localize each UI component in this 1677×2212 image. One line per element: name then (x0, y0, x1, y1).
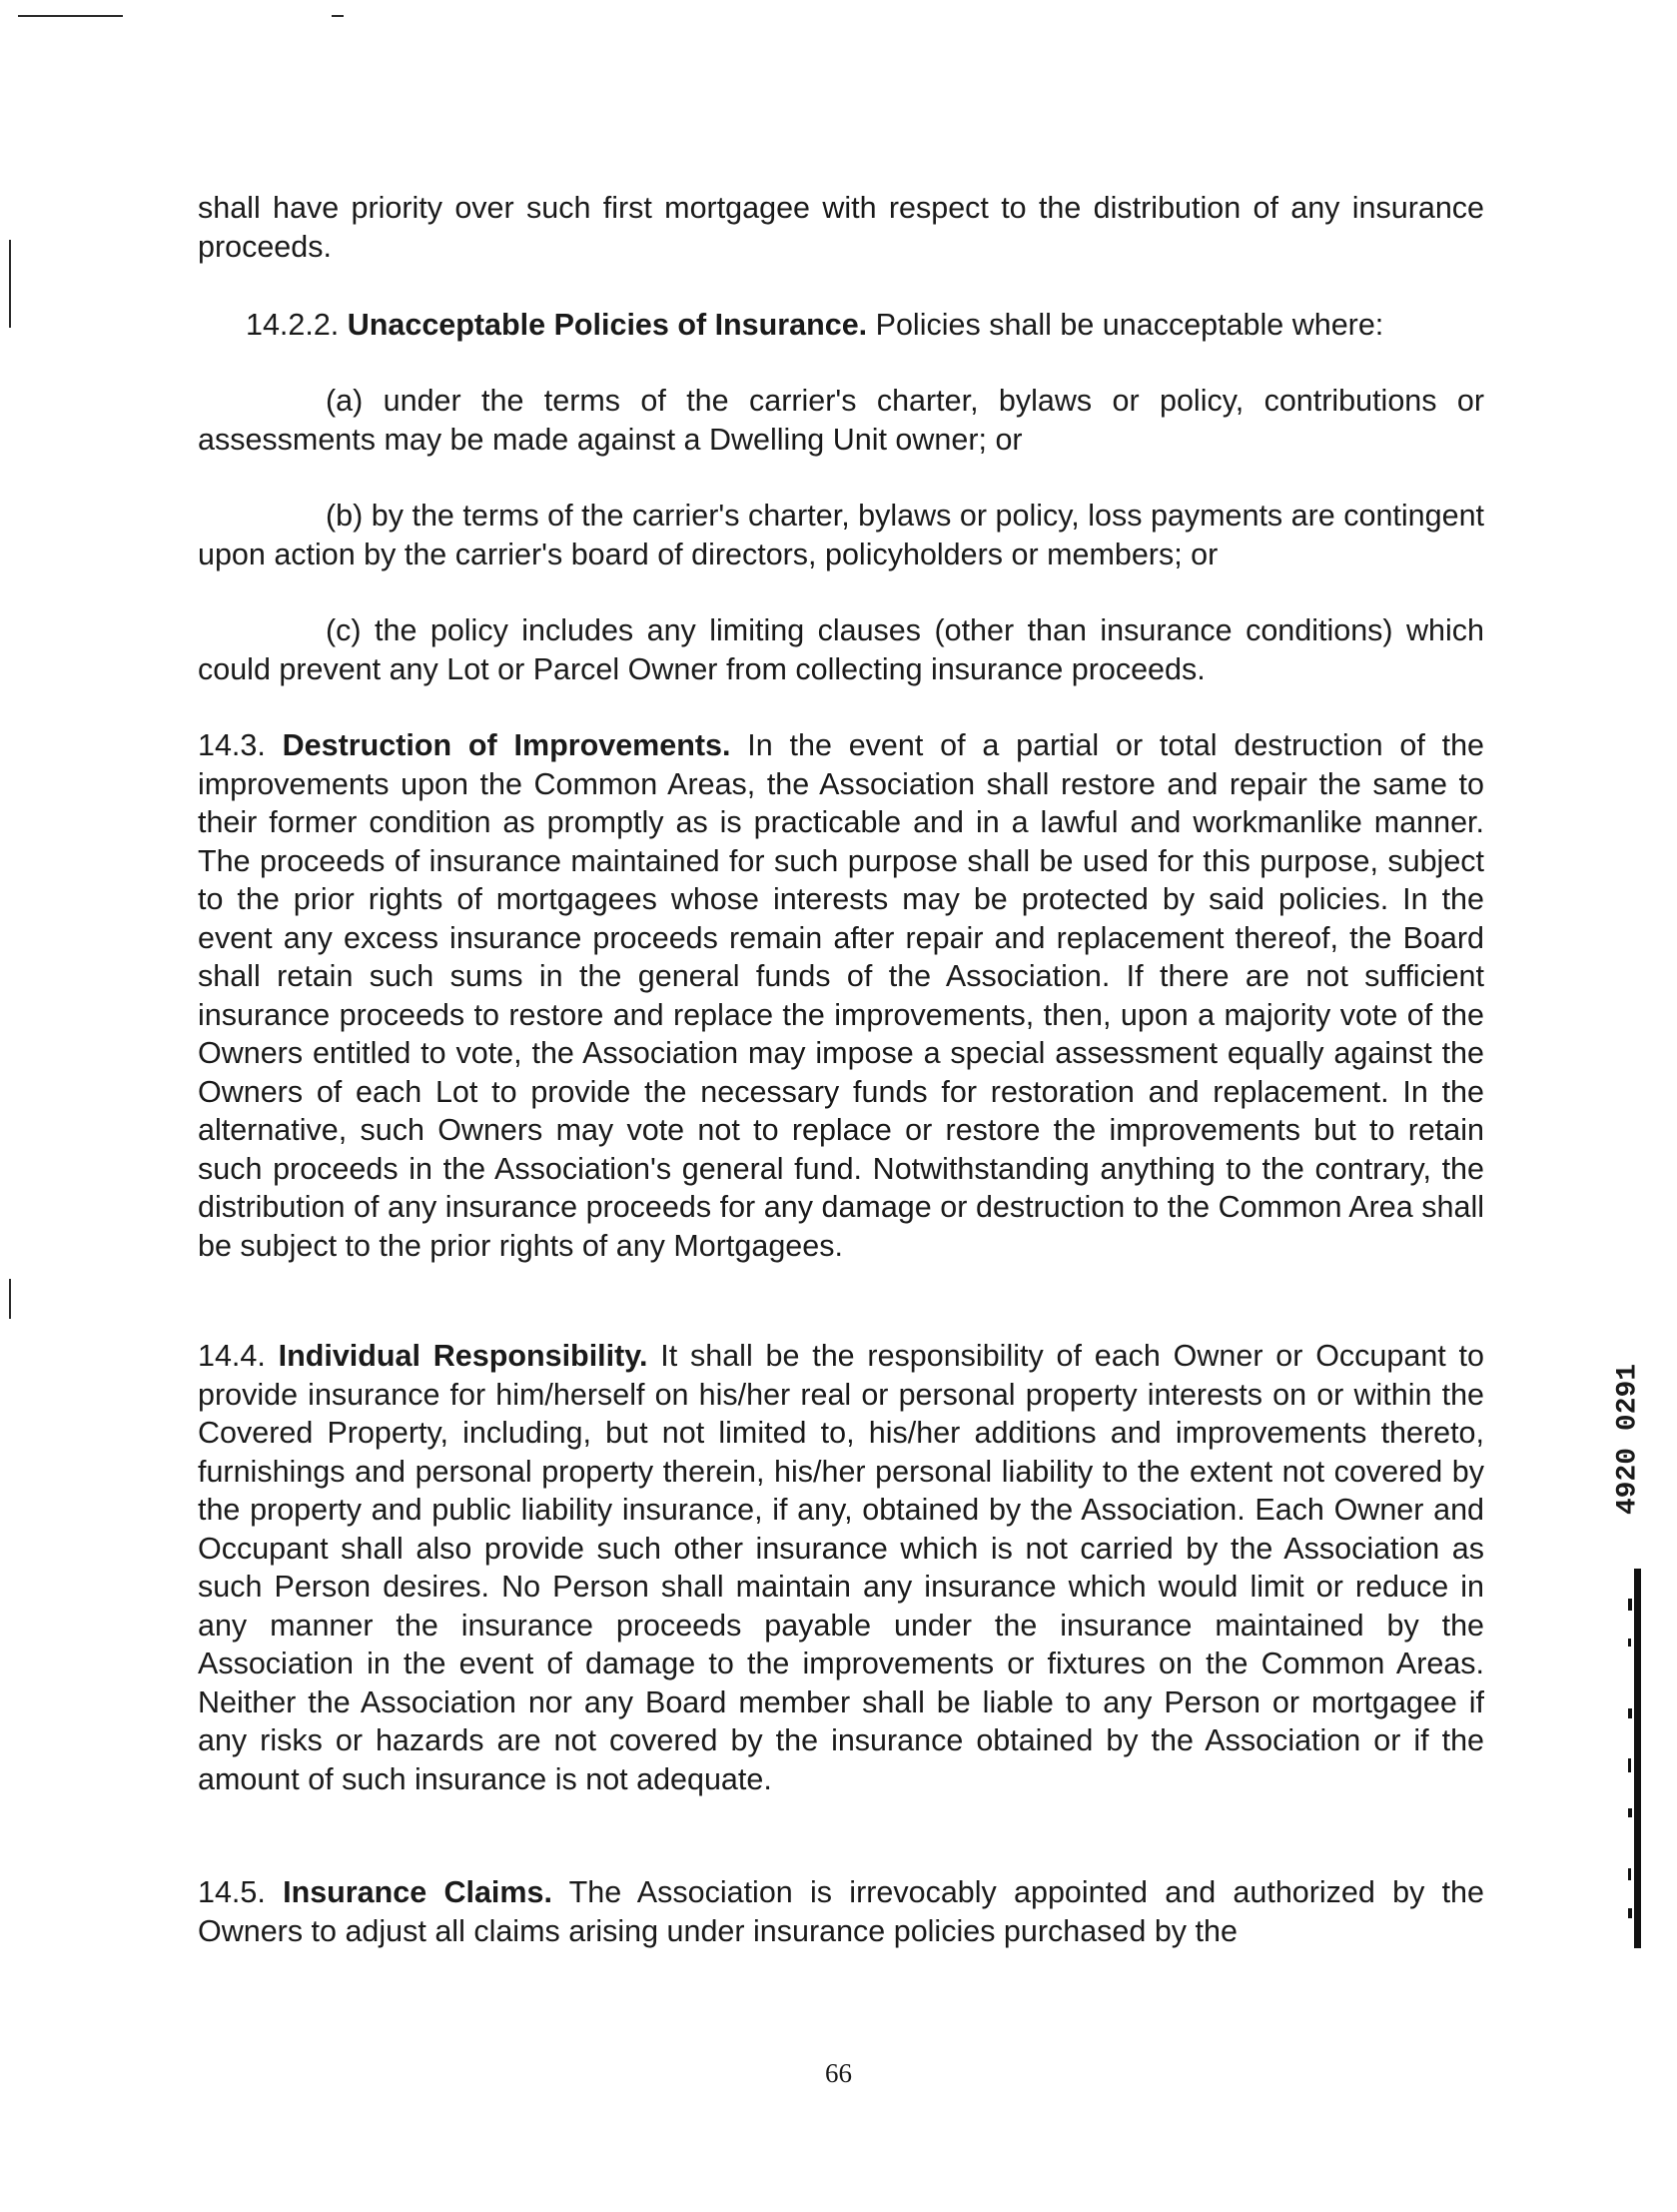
scan-artifact-left-line-2 (9, 1279, 11, 1319)
clause-a: (a) under the terms of the carrier's charter, bylaws or policy, contributions or assessments may be made against a Dwelling Unit owner; or (198, 384, 1484, 457)
opening-paragraph: shall have priority over such first mortgagee with respect to the distribution of any insurance proceeds. (198, 191, 1484, 264)
barcode (1626, 1569, 1648, 1948)
section-14-2-2 (198, 306, 1484, 345)
section-number: 14.4. (198, 1339, 266, 1373)
section-text: Policies shall be unacceptable where: (867, 308, 1384, 342)
section-text: It shall be the responsibility of each Owner or Occupant to provide insurance for him/herself on his/her real or personal property interests on or within the Covered Property, including, but not limited to, his/her additions and improvements thereto, furnishings and personal property therein, his/her personal liability to the extent not covered by the property and public liability insurance, if any, obtained by the Association. Each Owner and Occupant shall also provide such other insurance which is not carried by the Association as such Person desires. No Person shall maintain any insurance which would limit or reduce in any manner the insurance proceeds payable under the insurance maintained by the Association in the event of damage to the improvements or fixtures on the Common Areas. Neither the Association nor any Board member shall be liable to any Person or mortgagee if any risks or hazards are not covered by the insurance obtained by the Association or if the amount of such insurance is not adequate. (198, 1339, 1484, 1796)
section-14-3 (198, 726, 1484, 1265)
section-heading: Individual Responsibility. (278, 1339, 648, 1373)
section-14-4 (198, 1337, 1484, 1798)
recording-number (1598, 1294, 1658, 1594)
section-heading: Insurance Claims. (283, 1875, 552, 1909)
section-14-5 (198, 1873, 1484, 1950)
section-heading: Unacceptable Policies of Insurance. (347, 308, 868, 342)
clause-b: (b) by the terms of the carrier's charter, bylaws or policy, loss payments are contingent upon action by the carrier's board of directors, policyholders or members; or (198, 499, 1484, 571)
scan-artifact-left-line (9, 240, 11, 328)
section-text: In the event of a partial or total destruction of the improvements upon the Common Areas, the Association shall restore and repair the same to their former condition as promptly as is practicable and in a lawful and workmanlike manner. The proceeds of insurance maintained for such purpose shall be used for this purpose, subject to the prior rights of mortgagees whose interests may be protected by said policies. In the event any excess insurance proceeds remain after repair and replacement thereof, the Board shall retain such sums in the general funds of the Association. If there are not sufficient insurance proceeds to restore and replace the improvements, then, upon a majority vote of the Owners entitled to vote, the Association may impose a special assessment equally against the Owners of each Lot to provide the necessary funds for restoration and replacement. In the alternative, such Owners may vote not to replace or restore the improvements but to retain such proceeds in the Association's general fund. Notwithstanding anything to the contrary, the distribution of any insurance proceeds for any damage or destruction to the Common Area shall be subject to the prior rights of any Mortgagees. (198, 728, 1484, 1263)
page-number: 66 (825, 2058, 852, 2088)
section-heading: Destruction of Improvements. (282, 728, 731, 762)
section-number: 14.3. (198, 728, 266, 762)
recording-number-text: 4920 0291 (1612, 1363, 1644, 1516)
section-number: 14.5. (198, 1875, 266, 1909)
scan-artifact-top-dash (332, 15, 344, 17)
scan-artifact-top-line (18, 15, 123, 17)
section-text: The Association is irrevocably appointed and authorized by the Owners to adjust all claims arising under insurance policies purchased by the (198, 1875, 1484, 1948)
section-number: 14.2.2. (246, 308, 340, 342)
clause-c: (c) the policy includes any limiting clauses (other than insurance conditions) which could prevent any Lot or Parcel Owner from collecting insurance proceeds. (198, 613, 1484, 686)
